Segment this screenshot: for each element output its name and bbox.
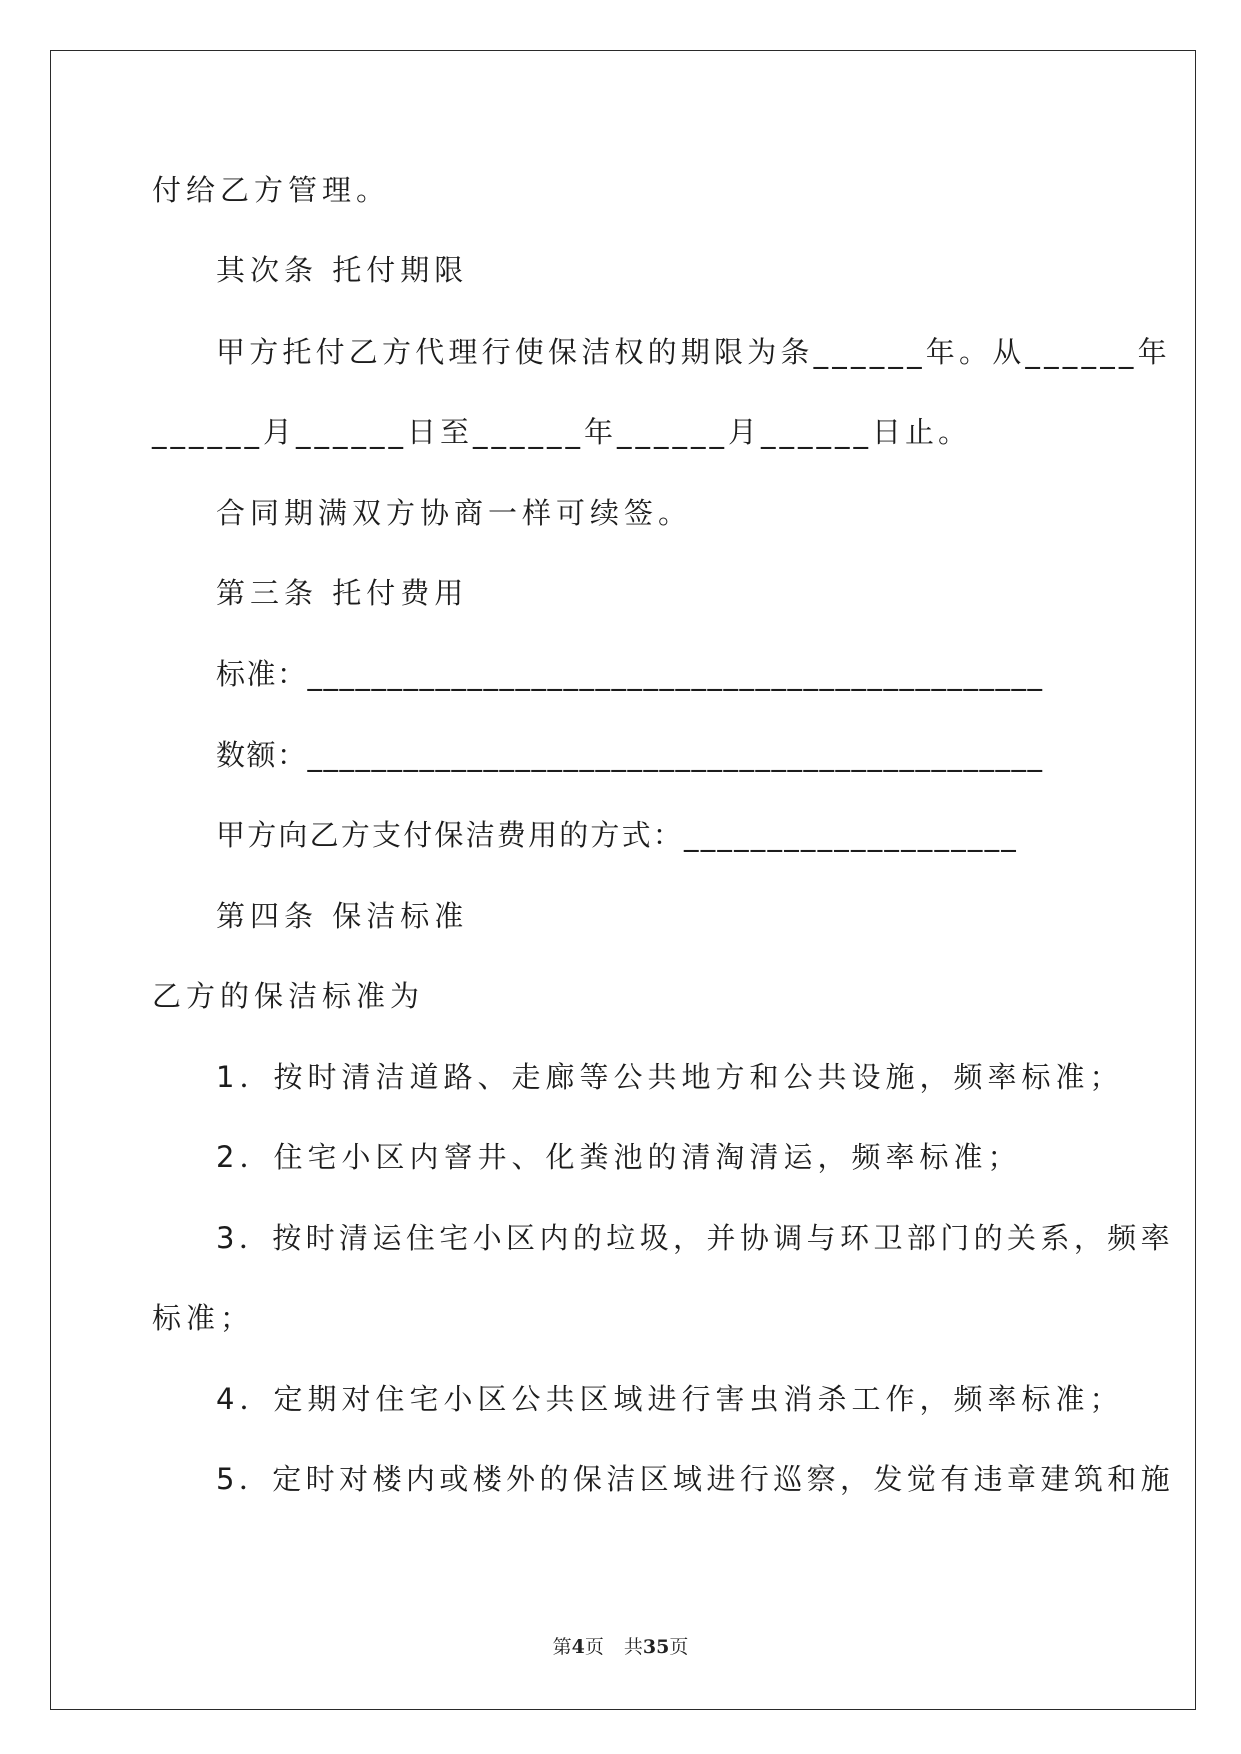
- list-item: 3．按时清运住宅小区内的垃圾，并协调与环卫部门的关系，频率: [216, 1221, 1175, 1255]
- text-line: ______月______日至______年______月______日止。: [152, 415, 972, 449]
- list-item: 5．定时对楼内或楼外的保洁区域进行巡察，发觉有违章建筑和施: [216, 1462, 1175, 1496]
- text-line: 标准：______________________________________________: [216, 657, 1044, 691]
- text-line: 甲方向乙方支付保洁费用的方式：____________________: [216, 818, 1019, 852]
- section-heading: 其次条 托付期限: [216, 253, 469, 287]
- list-item: 2．住宅小区内窨井、化粪池的清淘清运，频率标准；: [216, 1140, 1022, 1174]
- page-footer: [0, 1632, 1241, 1659]
- section-heading: 第四条 保洁标准: [216, 899, 469, 933]
- text-line: 标准；: [152, 1301, 255, 1335]
- text-line: 数额：______________________________________________: [216, 738, 1044, 772]
- total-pages-number: 35: [642, 1636, 670, 1658]
- footer-total-prefix: 共: [623, 1636, 643, 1658]
- footer-prefix: 第: [552, 1636, 572, 1658]
- list-item: 1．按时清洁道路、走廊等公共地方和公共设施，频率标准；: [216, 1060, 1124, 1094]
- footer-page-word: 页: [584, 1636, 604, 1658]
- section-heading: 第三条 托付费用: [216, 576, 469, 610]
- text-line: 付给乙方管理。: [152, 173, 391, 207]
- text-line: 甲方托付乙方代理行使保洁权的期限为条______年。从______年: [216, 335, 1171, 369]
- footer-total-suffix: 页: [669, 1636, 689, 1658]
- text-line: 合同期满双方协商一样可续签。: [216, 496, 693, 530]
- list-item: 4．定期对住宅小区公共区域进行害虫消杀工作，频率标准；: [216, 1382, 1124, 1416]
- current-page-number: 4: [571, 1636, 585, 1658]
- text-line: 乙方的保洁标准为: [152, 979, 425, 1013]
